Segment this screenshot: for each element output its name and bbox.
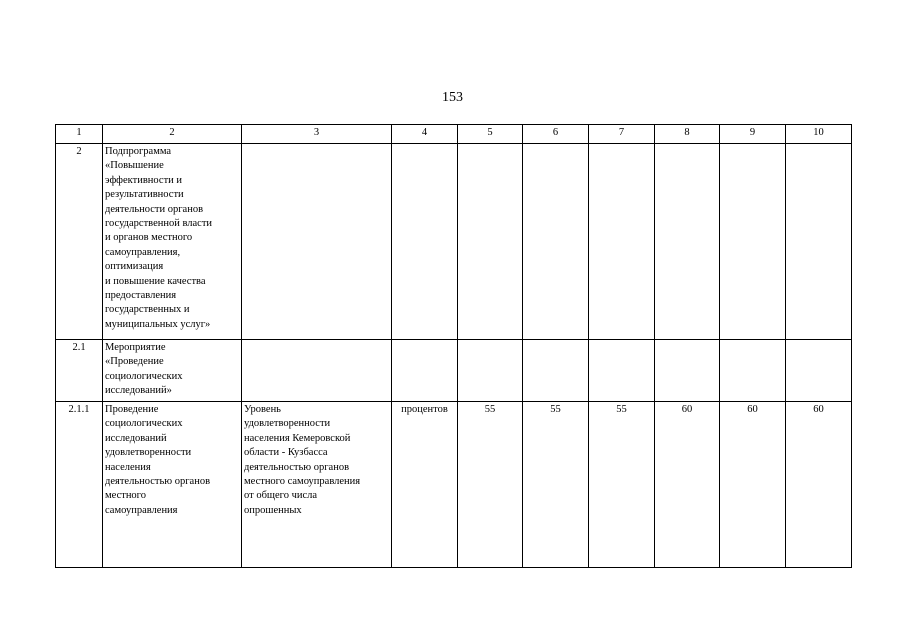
row-value-7 (589, 144, 655, 340)
row-number: 2.1.1 (56, 402, 103, 568)
row-value-6 (523, 340, 589, 402)
column-header: 3 (242, 125, 392, 144)
column-header: 10 (786, 125, 852, 144)
row-number: 2 (56, 144, 103, 340)
row-value-8: 60 (655, 402, 720, 568)
row-value-6: 55 (523, 402, 589, 568)
program-table (55, 124, 852, 568)
table-row-measure (56, 402, 852, 568)
column-header: 9 (720, 125, 786, 144)
column-header: 1 (56, 125, 103, 144)
row-name: Проведение социологических исследований удовлетворенности населения деятельностью органов местного самоуправления (103, 402, 242, 568)
column-header: 8 (655, 125, 720, 144)
row-value-7 (589, 340, 655, 402)
column-header: 7 (589, 125, 655, 144)
row-unit (392, 144, 458, 340)
row-value-10 (786, 144, 852, 340)
row-indicator (242, 144, 392, 340)
row-number: 2.1 (56, 340, 103, 402)
row-value-10 (786, 340, 852, 402)
row-value-6 (523, 144, 589, 340)
row-value-9 (720, 144, 786, 340)
row-unit (392, 340, 458, 402)
row-name: Подпрограмма «Повышение эффективности и результативности деятельности органов государственной власти и органов местного самоуправления, оптимизация и повышение качества предоставления государственных и муниципальных услуг» (103, 144, 242, 340)
column-header: 2 (103, 125, 242, 144)
row-value-5: 55 (458, 402, 523, 568)
row-unit: процентов (392, 402, 458, 568)
row-value-7: 55 (589, 402, 655, 568)
row-value-5 (458, 340, 523, 402)
row-indicator: Уровень удовлетворенности населения Кемеровской области - Кузбасса деятельностью органов местного самоуправления от общего числа опрошенных (242, 402, 392, 568)
column-header: 4 (392, 125, 458, 144)
table-row-activity (56, 340, 852, 402)
column-header: 5 (458, 125, 523, 144)
row-value-10: 60 (786, 402, 852, 568)
row-value-9 (720, 340, 786, 402)
table-row-subprogram (56, 144, 852, 340)
row-value-9: 60 (720, 402, 786, 568)
row-value-8 (655, 144, 720, 340)
row-name: Мероприятие «Проведение социологических исследований» (103, 340, 242, 402)
row-value-8 (655, 340, 720, 402)
column-header: 6 (523, 125, 589, 144)
table-header-row (56, 125, 852, 144)
page-number: 153 (442, 90, 463, 105)
row-value-5 (458, 144, 523, 340)
row-indicator (242, 340, 392, 402)
